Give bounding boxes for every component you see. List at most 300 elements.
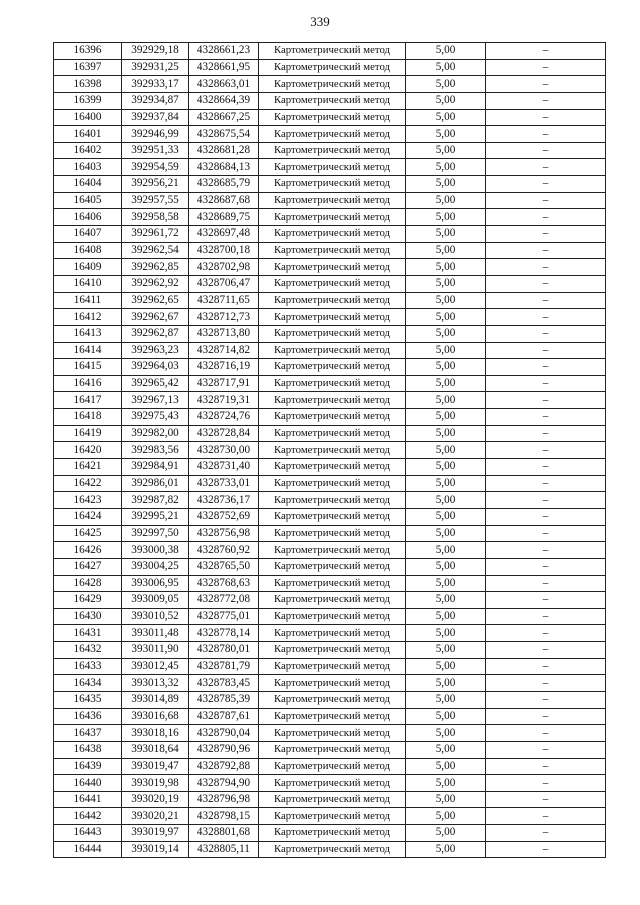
point-number-cell: 16438 (54, 741, 122, 758)
x-coordinate-cell: 392957,55 (122, 192, 189, 209)
point-number-cell: 16402 (54, 142, 122, 159)
point-number-cell: 16419 (54, 425, 122, 442)
point-number-cell: 16403 (54, 159, 122, 176)
y-coordinate-cell: 4328783,45 (189, 675, 259, 692)
y-coordinate-cell: 4328733,01 (189, 475, 259, 492)
note-cell: – (486, 43, 606, 60)
point-number-cell: 16413 (54, 325, 122, 342)
table-row (54, 126, 606, 143)
x-coordinate-cell: 393000,38 (122, 542, 189, 559)
method-cell: Картометрический метод (259, 309, 406, 326)
y-coordinate-cell: 4328667,25 (189, 109, 259, 126)
accuracy-cell: 5,00 (406, 275, 486, 292)
method-cell: Картометрический метод (259, 475, 406, 492)
point-number-cell: 16440 (54, 775, 122, 792)
note-cell: – (486, 708, 606, 725)
table-row (54, 691, 606, 708)
x-coordinate-cell: 392954,59 (122, 159, 189, 176)
y-coordinate-cell: 4328675,54 (189, 126, 259, 143)
accuracy-cell: 5,00 (406, 625, 486, 642)
table-row (54, 226, 606, 243)
point-number-cell: 16420 (54, 442, 122, 459)
method-cell: Картометрический метод (259, 292, 406, 309)
note-cell: – (486, 325, 606, 342)
point-number-cell: 16434 (54, 675, 122, 692)
point-number-cell: 16411 (54, 292, 122, 309)
accuracy-cell: 5,00 (406, 92, 486, 109)
method-cell: Картометрический метод (259, 442, 406, 459)
method-cell: Картометрический метод (259, 375, 406, 392)
point-number-cell: 16410 (54, 275, 122, 292)
accuracy-cell: 5,00 (406, 658, 486, 675)
table-row (54, 242, 606, 259)
method-cell: Картометрический метод (259, 176, 406, 193)
x-coordinate-cell: 392962,92 (122, 275, 189, 292)
y-coordinate-cell: 4328706,47 (189, 275, 259, 292)
method-cell: Картометрический метод (259, 409, 406, 426)
x-coordinate-cell: 392929,18 (122, 43, 189, 60)
method-cell: Картометрический метод (259, 43, 406, 60)
note-cell: – (486, 92, 606, 109)
accuracy-cell: 5,00 (406, 442, 486, 459)
accuracy-cell: 5,00 (406, 59, 486, 76)
note-cell: – (486, 159, 606, 176)
x-coordinate-cell: 393010,52 (122, 608, 189, 625)
method-cell: Картометрический метод (259, 542, 406, 559)
point-number-cell: 16400 (54, 109, 122, 126)
accuracy-cell: 5,00 (406, 791, 486, 808)
accuracy-cell: 5,00 (406, 475, 486, 492)
accuracy-cell: 5,00 (406, 409, 486, 426)
table-row (54, 442, 606, 459)
accuracy-cell: 5,00 (406, 126, 486, 143)
note-cell: – (486, 226, 606, 243)
point-number-cell: 16404 (54, 176, 122, 193)
accuracy-cell: 5,00 (406, 242, 486, 259)
x-coordinate-cell: 393020,21 (122, 808, 189, 825)
point-number-cell: 16415 (54, 359, 122, 376)
y-coordinate-cell: 4328775,01 (189, 608, 259, 625)
y-coordinate-cell: 4328663,01 (189, 76, 259, 93)
note-cell: – (486, 392, 606, 409)
table-row (54, 642, 606, 659)
table-row (54, 109, 606, 126)
table-row (54, 775, 606, 792)
method-cell: Картометрический метод (259, 758, 406, 775)
method-cell: Картометрический метод (259, 691, 406, 708)
note-cell: – (486, 109, 606, 126)
accuracy-cell: 5,00 (406, 109, 486, 126)
accuracy-cell: 5,00 (406, 425, 486, 442)
table-row (54, 542, 606, 559)
y-coordinate-cell: 4328719,31 (189, 392, 259, 409)
coordinates-table (53, 42, 606, 858)
accuracy-cell: 5,00 (406, 741, 486, 758)
accuracy-cell: 5,00 (406, 808, 486, 825)
x-coordinate-cell: 392982,00 (122, 425, 189, 442)
accuracy-cell: 5,00 (406, 775, 486, 792)
table-row (54, 758, 606, 775)
point-number-cell: 16406 (54, 209, 122, 226)
note-cell: – (486, 242, 606, 259)
x-coordinate-cell: 392946,99 (122, 126, 189, 143)
y-coordinate-cell: 4328787,61 (189, 708, 259, 725)
note-cell: – (486, 808, 606, 825)
x-coordinate-cell: 393013,32 (122, 675, 189, 692)
table-row (54, 675, 606, 692)
accuracy-cell: 5,00 (406, 841, 486, 858)
y-coordinate-cell: 4328700,18 (189, 242, 259, 259)
method-cell: Картометрический метод (259, 209, 406, 226)
accuracy-cell: 5,00 (406, 691, 486, 708)
y-coordinate-cell: 4328731,40 (189, 459, 259, 476)
point-number-cell: 16437 (54, 725, 122, 742)
table-row (54, 375, 606, 392)
point-number-cell: 16396 (54, 43, 122, 60)
y-coordinate-cell: 4328790,04 (189, 725, 259, 742)
note-cell: – (486, 176, 606, 193)
method-cell: Картометрический метод (259, 575, 406, 592)
x-coordinate-cell: 393006,95 (122, 575, 189, 592)
point-number-cell: 16417 (54, 392, 122, 409)
table-row (54, 292, 606, 309)
method-cell: Картометрический метод (259, 275, 406, 292)
accuracy-cell: 5,00 (406, 292, 486, 309)
x-coordinate-cell: 393012,45 (122, 658, 189, 675)
accuracy-cell: 5,00 (406, 209, 486, 226)
table-row (54, 459, 606, 476)
x-coordinate-cell: 393019,97 (122, 825, 189, 842)
note-cell: – (486, 625, 606, 642)
x-coordinate-cell: 392975,43 (122, 409, 189, 426)
point-number-cell: 16431 (54, 625, 122, 642)
y-coordinate-cell: 4328760,92 (189, 542, 259, 559)
note-cell: – (486, 725, 606, 742)
note-cell: – (486, 825, 606, 842)
note-cell: – (486, 691, 606, 708)
y-coordinate-cell: 4328661,95 (189, 59, 259, 76)
note-cell: – (486, 275, 606, 292)
method-cell: Картометрический метод (259, 109, 406, 126)
method-cell: Картометрический метод (259, 841, 406, 858)
note-cell: – (486, 259, 606, 276)
accuracy-cell: 5,00 (406, 542, 486, 559)
method-cell: Картометрический метод (259, 325, 406, 342)
x-coordinate-cell: 392967,13 (122, 392, 189, 409)
accuracy-cell: 5,00 (406, 592, 486, 609)
y-coordinate-cell: 4328752,69 (189, 508, 259, 525)
point-number-cell: 16442 (54, 808, 122, 825)
y-coordinate-cell: 4328713,80 (189, 325, 259, 342)
accuracy-cell: 5,00 (406, 259, 486, 276)
accuracy-cell: 5,00 (406, 758, 486, 775)
method-cell: Картометрический метод (259, 226, 406, 243)
accuracy-cell: 5,00 (406, 725, 486, 742)
x-coordinate-cell: 392962,87 (122, 325, 189, 342)
note-cell: – (486, 59, 606, 76)
note-cell: – (486, 126, 606, 143)
point-number-cell: 16432 (54, 642, 122, 659)
y-coordinate-cell: 4328736,17 (189, 492, 259, 509)
table-row (54, 392, 606, 409)
note-cell: – (486, 475, 606, 492)
note-cell: – (486, 292, 606, 309)
point-number-cell: 16397 (54, 59, 122, 76)
note-cell: – (486, 375, 606, 392)
accuracy-cell: 5,00 (406, 392, 486, 409)
y-coordinate-cell: 4328661,23 (189, 43, 259, 60)
x-coordinate-cell: 392987,82 (122, 492, 189, 509)
y-coordinate-cell: 4328684,13 (189, 159, 259, 176)
note-cell: – (486, 558, 606, 575)
y-coordinate-cell: 4328685,79 (189, 176, 259, 193)
table-body (54, 43, 606, 858)
method-cell: Картометрический метод (259, 592, 406, 609)
x-coordinate-cell: 393018,16 (122, 725, 189, 742)
y-coordinate-cell: 4328778,14 (189, 625, 259, 642)
table-row (54, 825, 606, 842)
table-row (54, 575, 606, 592)
note-cell: – (486, 359, 606, 376)
x-coordinate-cell: 392958,58 (122, 209, 189, 226)
point-number-cell: 16426 (54, 542, 122, 559)
y-coordinate-cell: 4328711,65 (189, 292, 259, 309)
note-cell: – (486, 442, 606, 459)
point-number-cell: 16436 (54, 708, 122, 725)
table-row (54, 425, 606, 442)
note-cell: – (486, 142, 606, 159)
note-cell: – (486, 459, 606, 476)
x-coordinate-cell: 393016,68 (122, 708, 189, 725)
y-coordinate-cell: 4328772,08 (189, 592, 259, 609)
accuracy-cell: 5,00 (406, 459, 486, 476)
method-cell: Картометрический метод (259, 159, 406, 176)
method-cell: Картометрический метод (259, 658, 406, 675)
accuracy-cell: 5,00 (406, 76, 486, 93)
method-cell: Картометрический метод (259, 741, 406, 758)
accuracy-cell: 5,00 (406, 492, 486, 509)
method-cell: Картометрический метод (259, 92, 406, 109)
table-row (54, 159, 606, 176)
x-coordinate-cell: 393011,48 (122, 625, 189, 642)
note-cell: – (486, 209, 606, 226)
accuracy-cell: 5,00 (406, 558, 486, 575)
table-row (54, 192, 606, 209)
method-cell: Картометрический метод (259, 492, 406, 509)
table-row (54, 76, 606, 93)
y-coordinate-cell: 4328765,50 (189, 558, 259, 575)
point-number-cell: 16439 (54, 758, 122, 775)
x-coordinate-cell: 392965,42 (122, 375, 189, 392)
note-cell: – (486, 775, 606, 792)
table-row (54, 142, 606, 159)
note-cell: – (486, 741, 606, 758)
table-row (54, 59, 606, 76)
method-cell: Картометрический метод (259, 808, 406, 825)
method-cell: Картометрический метод (259, 708, 406, 725)
x-coordinate-cell: 392934,87 (122, 92, 189, 109)
table-row (54, 309, 606, 326)
y-coordinate-cell: 4328724,76 (189, 409, 259, 426)
point-number-cell: 16421 (54, 459, 122, 476)
point-number-cell: 16435 (54, 691, 122, 708)
accuracy-cell: 5,00 (406, 176, 486, 193)
x-coordinate-cell: 393011,90 (122, 642, 189, 659)
table-row (54, 841, 606, 858)
method-cell: Картометрический метод (259, 392, 406, 409)
note-cell: – (486, 342, 606, 359)
accuracy-cell: 5,00 (406, 508, 486, 525)
x-coordinate-cell: 392962,85 (122, 259, 189, 276)
note-cell: – (486, 758, 606, 775)
table-row (54, 325, 606, 342)
x-coordinate-cell: 393004,25 (122, 558, 189, 575)
y-coordinate-cell: 4328664,39 (189, 92, 259, 109)
method-cell: Картометрический метод (259, 126, 406, 143)
accuracy-cell: 5,00 (406, 575, 486, 592)
x-coordinate-cell: 392984,91 (122, 459, 189, 476)
method-cell: Картометрический метод (259, 675, 406, 692)
x-coordinate-cell: 392951,33 (122, 142, 189, 159)
note-cell: – (486, 76, 606, 93)
table-row (54, 708, 606, 725)
x-coordinate-cell: 392983,56 (122, 442, 189, 459)
point-number-cell: 16425 (54, 525, 122, 542)
table-row (54, 741, 606, 758)
method-cell: Картометрический метод (259, 791, 406, 808)
x-coordinate-cell: 393019,14 (122, 841, 189, 858)
method-cell: Картометрический метод (259, 242, 406, 259)
table-row (54, 275, 606, 292)
point-number-cell: 16424 (54, 508, 122, 525)
table-row (54, 625, 606, 642)
note-cell: – (486, 542, 606, 559)
point-number-cell: 16423 (54, 492, 122, 509)
method-cell: Картометрический метод (259, 525, 406, 542)
method-cell: Картометрический метод (259, 508, 406, 525)
table-row (54, 492, 606, 509)
accuracy-cell: 5,00 (406, 642, 486, 659)
x-coordinate-cell: 393020,19 (122, 791, 189, 808)
accuracy-cell: 5,00 (406, 359, 486, 376)
y-coordinate-cell: 4328697,48 (189, 226, 259, 243)
x-coordinate-cell: 392963,23 (122, 342, 189, 359)
y-coordinate-cell: 4328689,75 (189, 209, 259, 226)
note-cell: – (486, 642, 606, 659)
point-number-cell: 16430 (54, 608, 122, 625)
y-coordinate-cell: 4328798,15 (189, 808, 259, 825)
accuracy-cell: 5,00 (406, 708, 486, 725)
method-cell: Картометрический метод (259, 558, 406, 575)
x-coordinate-cell: 393018,64 (122, 741, 189, 758)
note-cell: – (486, 608, 606, 625)
method-cell: Картометрический метод (259, 425, 406, 442)
y-coordinate-cell: 4328756,98 (189, 525, 259, 542)
method-cell: Картометрический метод (259, 76, 406, 93)
x-coordinate-cell: 392937,84 (122, 109, 189, 126)
note-cell: – (486, 841, 606, 858)
x-coordinate-cell: 392997,50 (122, 525, 189, 542)
y-coordinate-cell: 4328785,39 (189, 691, 259, 708)
note-cell: – (486, 658, 606, 675)
y-coordinate-cell: 4328781,79 (189, 658, 259, 675)
x-coordinate-cell: 393014,89 (122, 691, 189, 708)
y-coordinate-cell: 4328768,63 (189, 575, 259, 592)
accuracy-cell: 5,00 (406, 675, 486, 692)
note-cell: – (486, 425, 606, 442)
point-number-cell: 16405 (54, 192, 122, 209)
y-coordinate-cell: 4328717,91 (189, 375, 259, 392)
method-cell: Картометрический метод (259, 775, 406, 792)
point-number-cell: 16428 (54, 575, 122, 592)
method-cell: Картометрический метод (259, 59, 406, 76)
point-number-cell: 16409 (54, 259, 122, 276)
y-coordinate-cell: 4328792,88 (189, 758, 259, 775)
note-cell: – (486, 492, 606, 509)
method-cell: Картометрический метод (259, 608, 406, 625)
accuracy-cell: 5,00 (406, 375, 486, 392)
method-cell: Картометрический метод (259, 142, 406, 159)
method-cell: Картометрический метод (259, 459, 406, 476)
point-number-cell: 16433 (54, 658, 122, 675)
accuracy-cell: 5,00 (406, 142, 486, 159)
y-coordinate-cell: 4328780,01 (189, 642, 259, 659)
x-coordinate-cell: 392961,72 (122, 226, 189, 243)
table-row (54, 176, 606, 193)
table-row (54, 209, 606, 226)
x-coordinate-cell: 392995,21 (122, 508, 189, 525)
y-coordinate-cell: 4328728,84 (189, 425, 259, 442)
x-coordinate-cell: 392962,54 (122, 242, 189, 259)
page-number: 339 (310, 14, 330, 29)
x-coordinate-cell: 392962,65 (122, 292, 189, 309)
y-coordinate-cell: 4328730,00 (189, 442, 259, 459)
note-cell: – (486, 409, 606, 426)
note-cell: – (486, 508, 606, 525)
table-row (54, 342, 606, 359)
y-coordinate-cell: 4328805,11 (189, 841, 259, 858)
x-coordinate-cell: 392931,25 (122, 59, 189, 76)
accuracy-cell: 5,00 (406, 608, 486, 625)
x-coordinate-cell: 392964,03 (122, 359, 189, 376)
x-coordinate-cell: 393009,05 (122, 592, 189, 609)
note-cell: – (486, 309, 606, 326)
accuracy-cell: 5,00 (406, 342, 486, 359)
table-row (54, 525, 606, 542)
accuracy-cell: 5,00 (406, 192, 486, 209)
point-number-cell: 16418 (54, 409, 122, 426)
point-number-cell: 16412 (54, 309, 122, 326)
table-row (54, 791, 606, 808)
y-coordinate-cell: 4328687,68 (189, 192, 259, 209)
table-row (54, 259, 606, 276)
table-row (54, 592, 606, 609)
note-cell: – (486, 791, 606, 808)
point-number-cell: 16399 (54, 92, 122, 109)
point-number-cell: 16429 (54, 592, 122, 609)
point-number-cell: 16401 (54, 126, 122, 143)
accuracy-cell: 5,00 (406, 43, 486, 60)
y-coordinate-cell: 4328790,96 (189, 741, 259, 758)
x-coordinate-cell: 393019,98 (122, 775, 189, 792)
y-coordinate-cell: 4328702,98 (189, 259, 259, 276)
table-row (54, 808, 606, 825)
table-row (54, 658, 606, 675)
note-cell: – (486, 675, 606, 692)
point-number-cell: 16398 (54, 76, 122, 93)
y-coordinate-cell: 4328714,82 (189, 342, 259, 359)
accuracy-cell: 5,00 (406, 226, 486, 243)
